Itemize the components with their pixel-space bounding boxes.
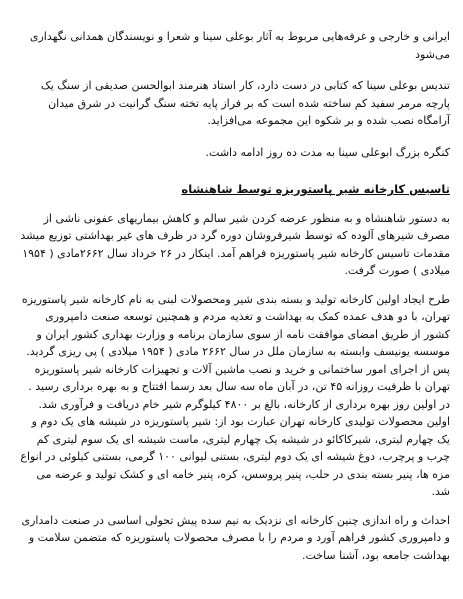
spacer: [18, 63, 450, 77]
spacer: [18, 199, 450, 210]
spacer: [18, 161, 450, 181]
paragraph-factory-impact: احداث و راه اندازی چنین کارخانه ای نزدیک به نیم سده پیش تحولی اساسی در صنعت دامداری و دامپروری کشور فراهم آورد و مردم را با مصرف محصولات پاستوریزه که متضمن سلامت و بهداشت جامعه بود، آشنا ساخت.: [21, 513, 450, 562]
paragraph-congress: کنگره بزرگ ابوعلی سینا به مدت ده روز ادامه داشت.: [205, 145, 450, 159]
spacer: [18, 130, 450, 144]
paragraph-avicenna-statue: تندیس بوعلی سینا که کتابی در دست دارد، کار استاد هنرمند ابوالحسن صدیقی از سنگ یک پارچه مرمر سفید کم ساخته شده است که بر فراز پایه تخته سنگ گرانیت در شرق میدان آرامگاه نصب شده و بر شکوه این مجموعه می‌افزاید.: [40, 79, 450, 127]
spacer: [18, 280, 450, 291]
spacer: [18, 501, 450, 512]
paragraph-museum-booths: ایرانی و خارجی و غرفه‌هایی مربوط به آثار بوعلی سینا و شعرا و نویسندگان همدانی نگهداری می‌شود: [29, 30, 450, 61]
paragraph-factory-founding: به دستور شاهنشاه و به منظور عرضه کردن شیر سالم و کاهش بیماریهای عفونی ناشی از مصرف شیرهای آلوده که توسط شیرفروشان دوره گرد در ظرف های غیر بهداشتی توزیع میشد مقدمات تاسیس کارخانه شیر پاستوریزه فراهم آمد. اینکار در ۲۶ خرداد سال ۲۶۶۲مادی ( ۱۹۵۴ میلادی ) صورت گرفت.: [20, 211, 450, 277]
section-heading: تاسیس کارخانه شیر پاستوریزه توسط شاهنشاه: [181, 182, 450, 196]
paragraph-factory-details: طرح ایجاد اولین کارخانه تولید و بسته بندی شیر ومحصولات لبنی به نام کارخانه شیر پاستوریزه تهران، با دو هدف عمده کمک به بهداشت و تغذیه مردم و همچنین توسعه صنعت دامپروری کشور از طریق امضای موافقت نامه از سوی سازمان برنامه و وزارت بهداری کشور ایران و موسسه یونیسف وابسته به سازمان ملل در سال ۲۶۶۲ مادی ( ۱۹۵۴ میلادی ) پی ریزی گردید. پس از اجرای امور ساختمانی و خرید و نصب ماشین آلات و تجهیزات کارخانه شیر پاستوریزه تهران با ظرفیت روزانه ۴۵ تن، در آبان ماه سه سال بعد رسما افتتاح و به بهره برداری رسید . در اولین روز بهره برداری از کارخانه، بالغ بر ۴۸۰۰ کیلوگرم شیر خام دریافت و فرآوری شد. اولین محصولات تولیدی کارخانه تهران عبارت بود از: شیر پاستوریزه در شیشه های یک دوم و یک چهارم لیتری، شیرکاکائو در شیشه یک چهارم لیتری، ماست شیشه ای یک سوم لیتری کم چرب و پرچرب، دوغ شیشه ای یک دوم لیتری، بستنی لیوانی ۱۰۰ گرمی، بستنی کیلوئی در انواع مزه ها، پنیر بسته بندی در حلب، پنیر پروسس، کره، پنیر خامه ای و کشک تولید و عرضه می شد.: [20, 292, 450, 498]
document-page: [18, 28, 450, 564]
